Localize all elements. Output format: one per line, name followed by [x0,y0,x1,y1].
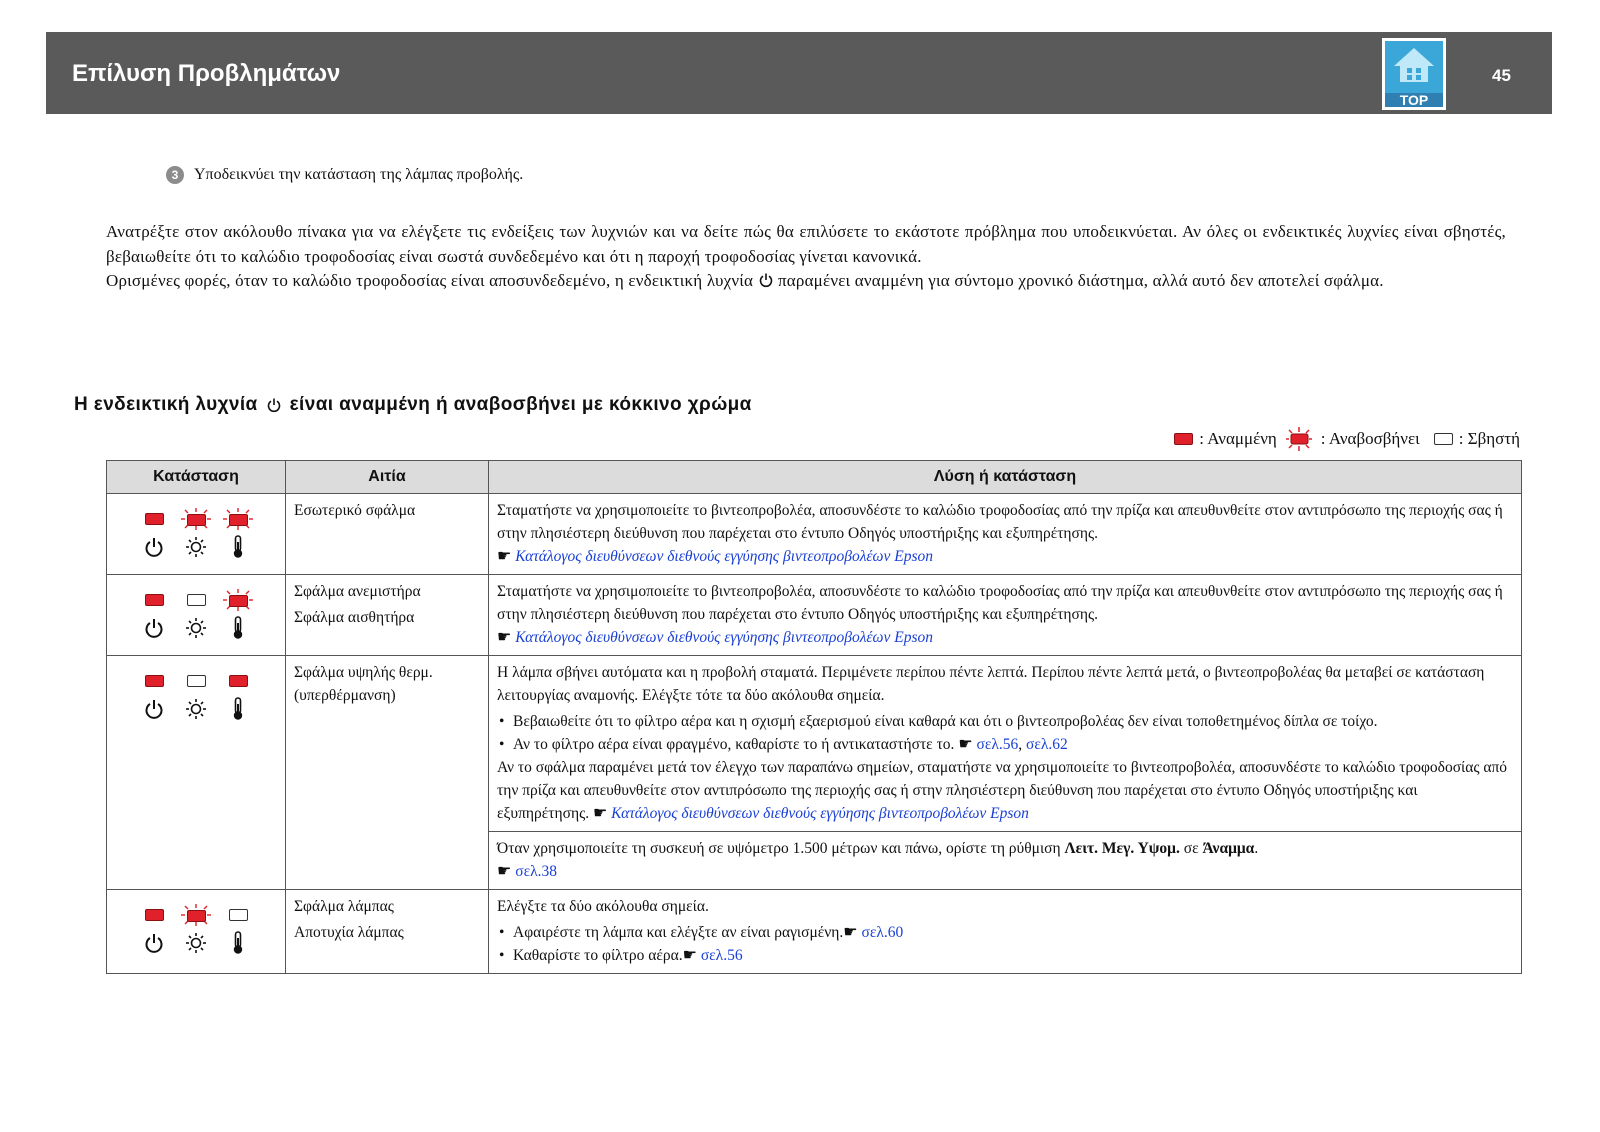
pointing-hand-icon: ☛ [682,947,697,964]
solution-text: Σταματήστε να χρησιμοποιείτε το βιντεοπροβολέα, αποσυνδέστε το καλώδιο τροφοδοσίας από την πρίζα και απευθυνθείτε στον αντιπρόσωπο της περιοχής σας ή στην πλησιέστερη διεύθυνση που παρέχεται στο έντυπο Οδηγός υποστήριξης και εξυπηρέτησης. [497,583,1503,623]
cause-text: Σφάλμα υψηλής θερμ. [294,664,433,681]
temperature-led-blinking [217,508,259,530]
page-link[interactable]: σελ.56 [700,947,743,964]
lamp-led-blinking [175,508,217,530]
power-led-on [133,589,175,611]
page-link[interactable]: σελ.62 [1026,736,1068,753]
lamp-icon [175,536,217,558]
column-header-solution: Λύση ή κατάσταση [489,461,1522,494]
cause-cell [286,656,489,890]
solution-cell [489,575,1522,656]
pointing-hand-icon: ☛ [843,924,858,941]
power-icon [133,698,175,720]
callout-number: 3 [166,166,184,184]
power-icon [758,272,774,288]
led-blink-icon [1283,426,1315,452]
lamp-icon [175,932,217,954]
solution-text: Αν το σφάλμα παραμένει μετά τον έλεγχο των παραπάνω σημείων, σταματήστε να χρησιμοποιείτε το βιντεοπροβολέα, αποσυνδέστε το καλώδιο τροφοδοσίας από την πρίζα και απευθυνθείτε στον αντιπρόσωπο της περιοχής σας ή στην πλησιέστερη διεύθυνση που παρέχεται στο έντυπο Οδηγός υποστήριξης και εξυπηρέτησης. [497,759,1508,822]
legend-on-label: : Αναμμένη [1199,429,1277,448]
pointing-hand-icon: ☛ [958,736,973,753]
home-icon [1382,38,1446,110]
status-cell [107,656,286,890]
cause-text: Αποτυχία λάμπας [294,924,404,941]
temperature-led-off [217,904,259,926]
column-header-status: Κατάσταση [107,461,286,494]
status-cell [107,494,286,575]
power-led-on [133,904,175,926]
cause-cell [286,890,489,974]
table-row [107,575,1522,656]
led-legend [1174,426,1520,452]
callout-line [166,166,523,184]
list-item: • Καθαρίστε το φίλτρο αέρα.☛ σελ.56 [513,944,1513,967]
led-indicators [133,508,259,558]
list-item: • Αφαιρέστε τη λάμπα και ελέγξτε αν είναι ραγισμένη.☛ σελ.60 [513,921,1513,944]
temperature-icon [217,536,259,558]
intro-paragraph-1: Ανατρέξτε στον ακόλουθο πίνακα για να ελέγξετε τις ενδείξεις των λυχνιών και να δείτε πώς θα επιλύσετε το εκάστοτε πρόβλημα που υποδεικνύεται. Αν όλες οι ενδεικτικές λυχνίες είναι σβηστές, βεβαιωθείτε ότι το καλώδιο τροφοδοσίας είναι σωστά συνδεδεμένο και ότι η παροχή τροφοδοσίας γίνεται κανονικά. [106,222,1506,266]
status-cell [107,890,286,974]
pointing-hand-icon: ☛ [497,863,512,880]
error-table [106,460,1522,974]
led-indicators [133,670,259,720]
lamp-led-blinking [175,904,217,926]
cause-text: Εσωτερικό σφάλμα [294,502,416,519]
power-led-on [133,508,175,530]
solution-text: Ελέγξτε τα δύο ακόλουθα σημεία. [497,898,709,915]
table-row [107,890,1522,974]
temperature-led-blinking [217,589,259,611]
led-indicators [133,589,259,639]
warranty-directory-link[interactable]: Κατάλογος διευθύνσεων διεθνούς εγγύησης βιντεοπροβολέων Epson [515,548,933,565]
list-item: • Βεβαιωθείτε ότι το φίλτρο αέρα και η σχισμή εξαερισμού είναι καθαρά και ότι ο βιντεοπροβολέας δεν είναι τοποθετημένος δίπλα σε τοίχο. [513,710,1513,733]
column-header-cause: Αιτία [286,461,489,494]
temperature-icon [217,698,259,720]
intro-paragraph-2: Ορισμένες φορές, όταν το καλώδιο τροφοδοσίας είναι αποσυνδεδεμένο, η ενδεικτική λυχνία παραμένει αναμμένη για σύντομο χρονικό διάστημα, αλλά αυτό δεν αποτελεί σφάλμα. [106,271,1384,290]
checklist [497,921,1513,967]
cause-text: (υπερθέρμανση) [294,687,396,704]
intro-text [106,220,1506,294]
solution-text: Η λάμπα σβήνει αυτόματα και η προβολή σταματά. Περιμένετε περίπου πέντε λεπτά. Περίπου πέντε λεπτά μετά, ο βιντεοπροβολέας θα μεταβεί σε κατάσταση λειτουργίας αναμονής. Ελέγξτε τότε τα δύο ακόλουθα σημεία. [497,664,1485,704]
table-row [107,494,1522,575]
solution-text: Σταματήστε να χρησιμοποιείτε το βιντεοπροβολέα, αποσυνδέστε το καλώδιο τροφοδοσίας από την πρίζα και απευθυνθείτε στον αντιπρόσωπο της περιοχής σας ή στην πλησιέστερη διεύθυνση που παρέχεται στο έντυπο Οδηγός υποστήριξης και εξυπηρέτησης. [497,502,1503,542]
power-icon [133,536,175,558]
legend-blink-label: : Αναβοσβήνει [1320,429,1420,448]
temperature-led-on [217,670,259,692]
temperature-icon [217,617,259,639]
power-led-on [133,670,175,692]
setting-value: Άναμμα [1202,840,1255,857]
top-button[interactable] [1382,38,1446,110]
lamp-led-off [175,589,217,611]
checklist [497,710,1513,756]
warranty-directory-link[interactable]: Κατάλογος διευθύνσεων διεθνούς εγγύησης βιντεοπροβολέων Epson [611,805,1029,822]
power-icon [133,932,175,954]
page-link[interactable]: σελ.56 [976,736,1019,753]
page-title: Επίλυση Προβλημάτων [72,60,341,87]
setting-name: Λειτ. Μεγ. Υψομ. [1064,840,1180,857]
page-link[interactable]: σελ.60 [861,924,904,941]
list-item: • Αν το φίλτρο αέρα είναι φραγμένο, καθαρίστε το ή αντικαταστήστε το. ☛ σελ.56, σελ.62 [513,733,1513,756]
lamp-icon [175,617,217,639]
legend-off-label: : Σβηστή [1458,429,1520,448]
cause-text: Σφάλμα λάμπας [294,898,394,915]
solution-cell: Όταν χρησιμοποιείτε τη συσκευή σε υψόμετρο 1.500 μέτρων και πάνω, ορίστε τη ρύθμιση Λειτ. Μεγ. Υψομ. σε Άναμμα. ☛ σελ.38 [489,832,1522,890]
solution-cell [489,494,1522,575]
svg-text:TOP: TOP [1399,92,1429,108]
cause-text: Σφάλμα ανεμιστήρα [294,583,421,600]
led-indicators [133,904,259,954]
cause-cell [286,494,489,575]
power-icon [266,397,282,413]
led-off-icon [1434,433,1453,445]
pointing-hand-icon: ☛ [497,629,512,646]
solution-cell [489,890,1522,974]
table-header-row [107,461,1522,494]
lamp-icon [175,698,217,720]
solution-cell [489,656,1522,832]
page-header [46,32,1552,114]
led-on-icon [1174,433,1193,445]
lamp-led-off [175,670,217,692]
temperature-icon [217,932,259,954]
power-icon [133,617,175,639]
pointing-hand-icon: ☛ [592,805,608,822]
callout-text: Υποδεικνύει την κατάσταση της λάμπας προβολής. [194,166,524,183]
section-heading: Η ενδεικτική λυχνία είναι αναμμένη ή αναβοσβήνει με κόκκινο χρώμα [74,394,752,415]
cause-cell [286,575,489,656]
page-link[interactable]: σελ.38 [515,863,557,880]
cause-text: Σφάλμα αισθητήρα [294,609,415,626]
page-number: 45 [1492,66,1511,85]
status-cell [107,575,286,656]
pointing-hand-icon: ☛ [497,548,512,565]
table-row [107,656,1522,832]
warranty-directory-link[interactable]: Κατάλογος διευθύνσεων διεθνούς εγγύησης βιντεοπροβολέων Epson [515,629,933,646]
